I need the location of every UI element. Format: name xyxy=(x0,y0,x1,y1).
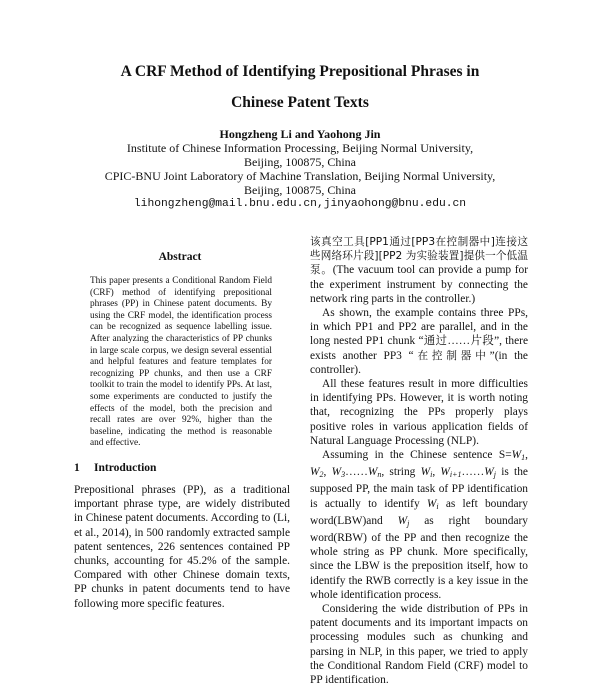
formula-text-3: is the supposed PP, the main task of PP identification is actually to identify xyxy=(310,466,528,510)
paragraph-approach: Considering the wide distribution of PPs in patent documents and its important impacts on processing modules such as chunking and parsing in NLP, in this paper, we tried to apply the Conditional Random Field (CRF) model to PP identification. xyxy=(310,603,528,687)
paper-title-line-1: A CRF Method of Identifying Prepositional Phrases in xyxy=(120,63,480,80)
analysis-text-a: As shown, the example contains three PPs, in which PP1 and PP2 are parallel, and in the long nested PP1 chunk “通过……片段”, there exists another PP3 “ xyxy=(310,307,528,362)
example-chinese: 该真空工具[PP1通过[PP3在控制器中]连接这些网络环片段][PP2 为实验装置]提供一个低温泵。 xyxy=(310,236,528,277)
affiliation-1-line-1: Institute of Chinese Information Processing, Beijing Normal University, xyxy=(126,141,474,155)
formula-wj-rbw: $W_j$ xyxy=(397,514,410,528)
paragraph-example-analysis xyxy=(310,306,528,377)
right-column xyxy=(310,235,528,687)
affiliation-1-line-2: Beijing, 100875, China xyxy=(244,155,356,169)
formula-wj: $W_j$ xyxy=(484,466,497,480)
paragraph-task-definition xyxy=(310,448,528,602)
formula-wn: $W_n$ xyxy=(367,466,382,480)
abstract-text: This paper presents a Conditional Random Field (CRF) method of identifying prepositional phrases (PP) in Chinese patent documents. By using the CRF model, the identification process can be recognized as sequence labelling issue. After analyzing the characteristics of PP chunks in large scale corpus, we design several essential and helpful features and feature templates for recognizing PP chunks, and then use a CRF toolkit to train the model to identify PPs. At last, some experiments are conducted to justify the effects of the model, both the precision and recall rates are over 92%, higher than the baseline, indicating the method is reasonable and effective. xyxy=(90,276,272,449)
formula-sep-3: , xyxy=(432,466,436,479)
analysis-text-b: ”(in the controller). xyxy=(310,349,528,376)
formula-wi: $W_i$ xyxy=(420,466,433,480)
section-number: 1 xyxy=(74,462,80,474)
section-heading-introduction xyxy=(74,461,156,475)
affiliation-2-line-2: Beijing, 100875, China xyxy=(244,183,356,197)
formula-ellipsis-2: …… xyxy=(461,466,485,479)
example-paragraph xyxy=(310,235,528,306)
authors: Hongzheng Li and Yaohong Jin xyxy=(219,127,381,141)
formula-wi-lbw: $W_i$ xyxy=(426,497,439,511)
paragraph-difficulties: All these features result in more difficulties in identifying PPs. However, it is worth noting that, recognizing the PPs properly plays positive roles in various application fields of Natural Language Processing (NLP). xyxy=(310,378,528,447)
formula-text-1: Assuming in the Chinese sentence S= xyxy=(322,449,512,462)
formula-w3: $W_3$ xyxy=(331,466,346,480)
author-emails: lihongzheng@mail.bnu.edu.cn,jinyaohong@bnu.edu.cn xyxy=(133,198,467,210)
section-title: Introduction xyxy=(94,462,157,474)
formula-text-4: as left boundary word(LBW)and xyxy=(310,497,528,527)
formula-wi1: $W_{i+1}$ xyxy=(440,466,462,480)
introduction-paragraph: Prepositional phrases (PP), as a traditional important phrase type, are widely distributed in Chinese patent documents. According to (Li, et al., 2014), in 500 randomly extracted sample patent sentences, 226 sentences contained PP chunks, accounting for 45.2% of the sample. Compared with other Chinese domain texts, PP chunks in patent documents tend to have following more specific features. xyxy=(74,484,290,610)
affiliation-2-line-1: CPIC-BNU Joint Laboratory of Machine Translation, Beijing Normal University, xyxy=(104,169,496,183)
analysis-chinese-pp3: 在控制器中 xyxy=(413,349,490,362)
paper-title-line-2: Chinese Patent Texts xyxy=(231,94,369,111)
formula-text-2: , string xyxy=(381,466,421,479)
formula-w2: $W_2$ xyxy=(310,466,324,480)
formula-sep-2: , xyxy=(323,466,327,479)
introduction-body xyxy=(74,483,290,611)
abstract-heading: Abstract xyxy=(158,251,202,263)
formula-sep-1: , xyxy=(525,449,528,462)
example-translation: (The vacuum tool can provide a pump for the experiment instrument by connecting the network ring parts in the controller.) xyxy=(310,264,528,305)
abstract-body xyxy=(90,276,272,450)
formula-ellipsis-1: …… xyxy=(345,466,368,479)
formula-text-5: as right boundary word(RBW) of the PP and then recognize the whole string as PP chunk. More specifically, since the LBW is the preposition itself, how to identify the RWB correctly is a key issue in the whole identification process. xyxy=(310,514,528,601)
formula-w1: $W_1$ xyxy=(511,449,526,463)
